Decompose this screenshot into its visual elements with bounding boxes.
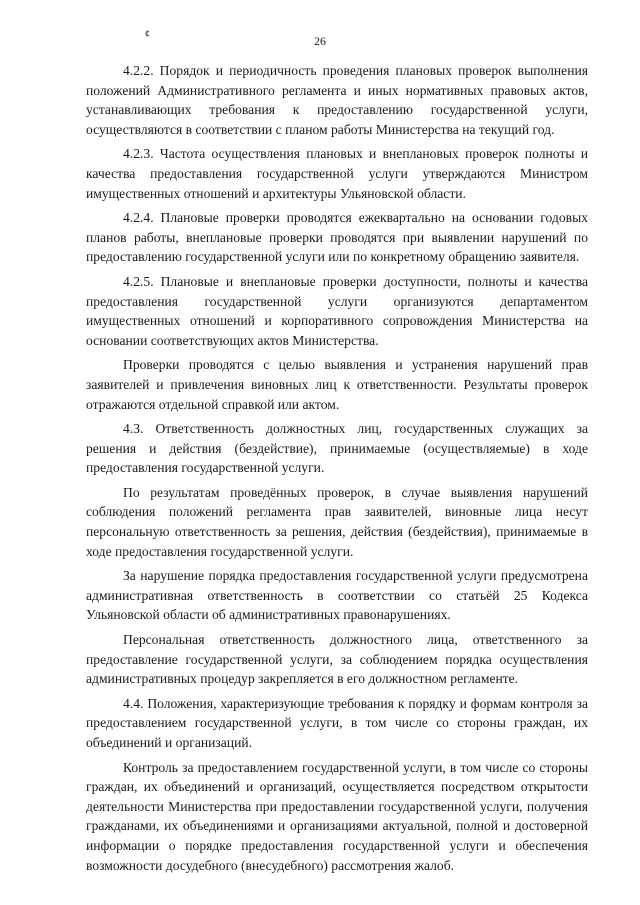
document-body — [86, 61, 588, 875]
paragraph-4-2-4: 4.2.4. Плановые проверки проводятся ежеквартально на основании годовых планов работы, внеплановые проверки проводятся при выявлении нарушений по предоставлению государственной услуги или по конкретному обращению заявителя. — [86, 210, 588, 265]
paragraph-personal-responsibility: Персональная ответственность должностного лица, ответственного за предоставление государственной услуги, за соблюдением порядка осуществления административных процедур закрепляется в его должностном регламенте. — [86, 632, 588, 687]
page-number: 26 — [314, 34, 326, 48]
paragraph-4-2-2: 4.2.2. Порядок и периодичность проведения плановых проверок выполнения положений Административного регламента и иных нормативных правовых актов, устанавливающих требования к предоставлению государственной услуги, осуществляются в соответствии с планом работы Министерства на текущий год. — [86, 63, 588, 137]
paragraph-check-results: По результатам проведённых проверок, в случае выявления нарушений соблюдения положений регламента прав заявителей, виновные лица несут персональную ответственность за решения, действия (бездействия), принимаемые в ходе предоставления государственной услуги. — [86, 484, 588, 559]
paragraph-administrative-liability: За нарушение порядка предоставления государственной услуги предусмотрена административная ответственность в соответствии со статьёй 25 Кодекса Ульяновской области об административных правонарушениях. — [86, 568, 588, 623]
paragraph-4-2-3: 4.2.3. Частота осуществления плановых и внеплановых проверок полноты и качества предоставления государственной услуги утверждаются Министром имущественных отношений и архитектуры Ульяновской области. — [86, 146, 588, 201]
paragraph-4-2-5: 4.2.5. Плановые и внеплановые проверки доступности, полноты и качества предоставления государственной услуги организуются департаментом имущественных отношений и корпоративного сопровождения Министерства на основании соответствующих актов Министерства. — [86, 273, 588, 348]
margin-mark: ¢ — [145, 29, 150, 40]
paragraph-public-control: Контроль за предоставлением государственной услуги, в том числе со стороны граждан, их объединений и организаций, осуществляется посредством открытости деятельности Министерства при предоставлении государственной услуги, получения гражданами, их объединениями и организациями актуальной, полной и достоверной информации о порядке предоставления государственной услуги и обеспечения возможности досудебного (внесудебного) рассмотрения жалоб. — [86, 759, 588, 873]
paragraph-4-3: 4.3. Ответственность должностных лиц, государственных служащих за решения и действия (бездействие), принимаемые (осуществляемые) в ходе предоставления государственной услуги. — [86, 421, 588, 476]
paragraph-checks-purpose: Проверки проводятся с целью выявления и устранения нарушений прав заявителей и привлечения виновных лиц к ответственности. Результаты проверок отражаются отдельной справкой или актом. — [86, 357, 588, 412]
paragraph-4-4: 4.4. Положения, характеризующие требования к порядку и формам контроля за предоставлением государственной услуги, в том числе со стороны граждан, их объединений и организаций. — [86, 695, 588, 750]
